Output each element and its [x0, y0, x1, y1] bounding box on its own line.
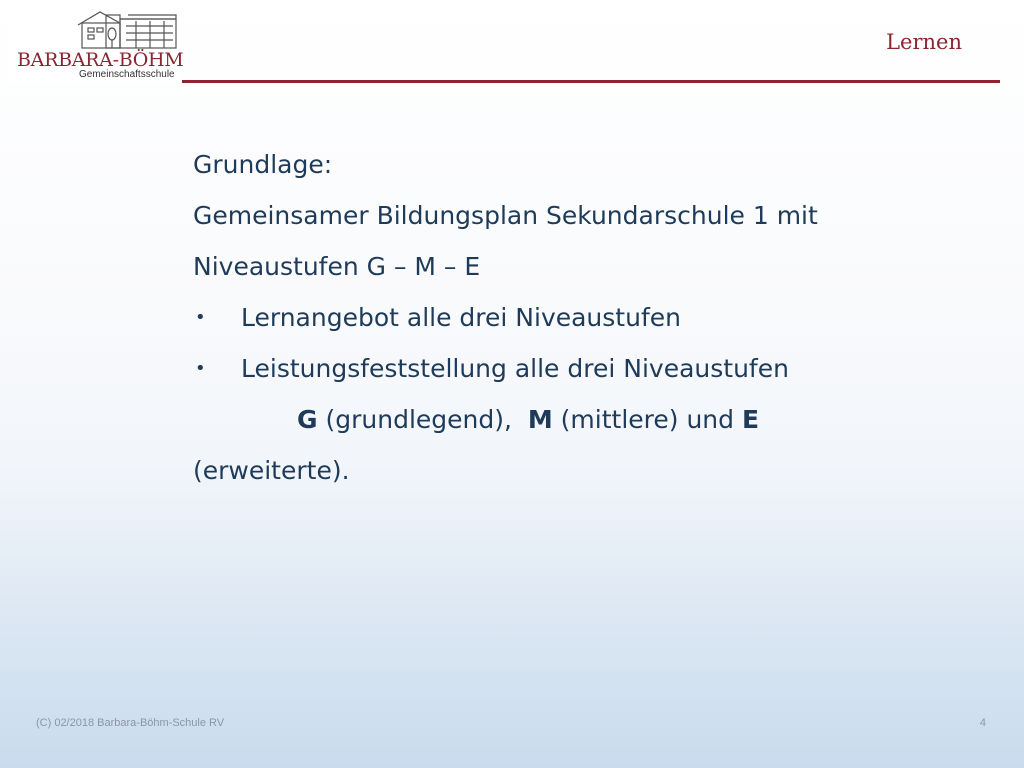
- levels-line: [193, 397, 973, 448]
- bullet-text: Lernangebot alle drei Niveaustufen: [241, 303, 681, 332]
- bullet-text: Leistungsfeststellung alle drei Niveaustufen: [241, 354, 789, 383]
- bullet-item: [193, 295, 973, 346]
- levels-tail: (erweiterte).: [193, 456, 350, 485]
- section-title: Lernen: [886, 30, 962, 54]
- heading: Grundlage:: [193, 150, 333, 179]
- level-letter: G: [297, 405, 318, 434]
- level-description: (mittlere) und: [552, 405, 742, 434]
- plan-line-2: Niveaustufen G – M – E: [193, 252, 481, 281]
- logo-subtitle: Gemeinschaftsschule: [79, 69, 175, 80]
- page-number: 4: [979, 717, 986, 729]
- level-description: (grundlegend),: [317, 405, 528, 434]
- bullet-icon: •: [195, 307, 206, 328]
- school-logo: [8, 6, 182, 82]
- footer-copyright: (C) 02/2018 Barbara-Böhm-Schule RV: [36, 717, 225, 729]
- plan-line-1: Gemeinsamer Bildungsplan Sekundarschule 1 mit: [193, 201, 818, 230]
- slide-body: [193, 142, 973, 499]
- level-letter: M: [527, 405, 553, 434]
- logo-school-name: BARBARA-BÖHM: [17, 49, 184, 71]
- bullet-icon: •: [195, 358, 206, 379]
- level-letter: E: [741, 405, 760, 434]
- header-divider: [182, 80, 1000, 83]
- bullet-item: [193, 346, 973, 397]
